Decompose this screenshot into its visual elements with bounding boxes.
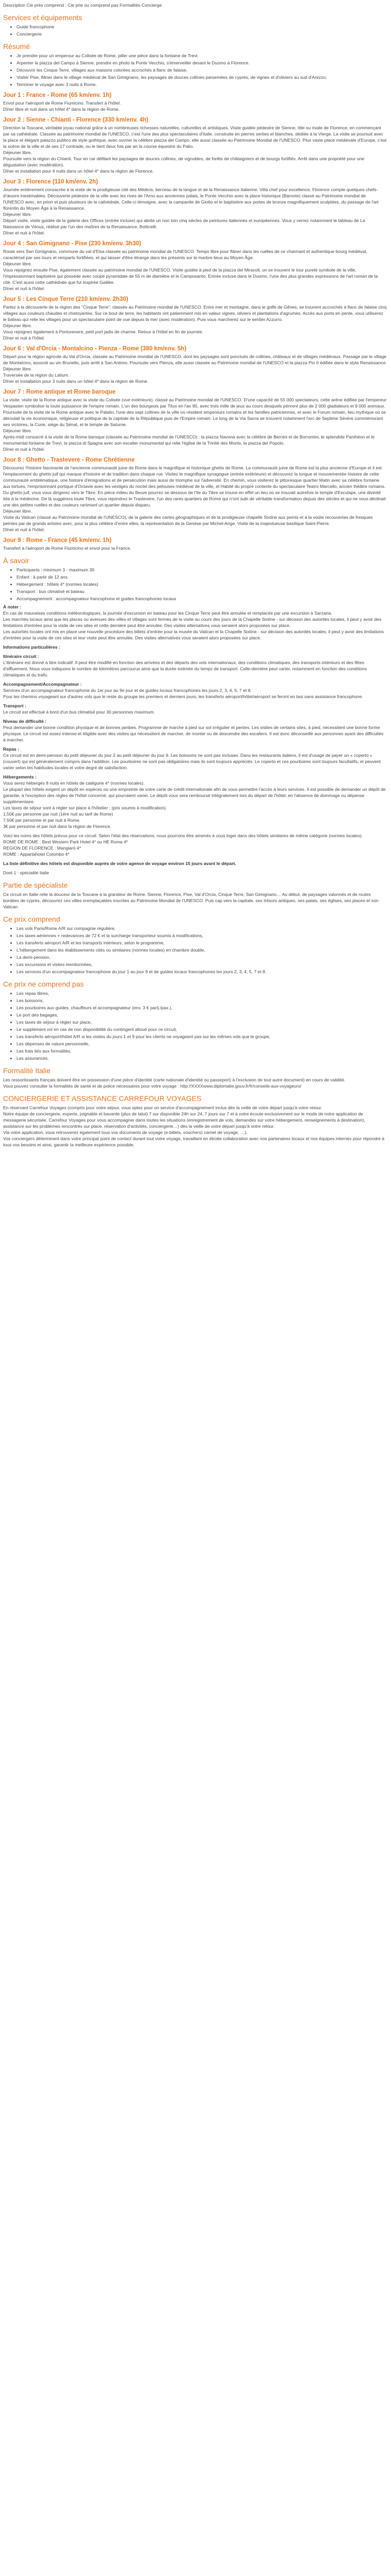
accomp-block xyxy=(3,687,387,700)
day-text: Route vers San Gimignano, commune du val d'Elsa classée au patrimoine mondial de l'UNESCO. Temps libre pour flâner dans les ruelles de ce charmant et authentique bourg médiéval, caractérisé par ses tours et remparts fortifiées, et qui laisser d'être étrange dans les présents sur le marbre lieux au Moyen Âge. xyxy=(3,249,367,260)
heberg-text: Vous serez hébergés 8 nuits en hôtels de catégorie 4* (normes locales). xyxy=(3,781,145,786)
noter-text: Les marchés locaux ainsi que les places ou avenues des villes et villages sont fermés de la visite au cours des jours de la Chapelle Sixtine - sur décision des autorités locales, il peut y avoir des limitations d'entrées pour la visite de ces sites et cette dernière peut être annulée. Des visites alternatives vous seraient alors proposées sur place. xyxy=(3,617,382,628)
final-note: La liste définitive des hôtels est disponible auprès de votre agence de voyage environ 15 jours avant le départ. xyxy=(3,861,236,866)
transport-label: Transport : xyxy=(3,703,26,708)
partie-block xyxy=(3,891,387,910)
noter-label: À noter : xyxy=(3,604,22,609)
savoir-title: À savoir xyxy=(3,556,29,565)
resume-item: • Visiter Pise, flâner dans le village médiéval de San Gimignano, les paysages de douces collines parsemées de cyprès, de vignes et d'oliviers au sud d'Arezzo. xyxy=(17,74,387,80)
day-title: Jour 7 : Rome antique et Rome baroque xyxy=(3,389,116,395)
pas-item: • Les transferts aéroport/hôtel A/R si les visites du jours 1 et 9 pour les clients ne voyageant pas sur les mêmes vols que le groupe, xyxy=(17,1033,387,1040)
comprend-item: • L'hébergement dans les établissements cités ou similaires (normes locales) en chambre double, xyxy=(17,947,387,953)
itin-text: L'itinéraire est donné à titre indicatif. Il peut être modifié en fonction des arrivées et des départs des vols internationaux, des conditions climatiques, des transports intérieurs et des fêtes d'affluement. Nous vous indiquons le nombre de kilomètres parcourus ainsi que la durée estimée du temps de transport. Celle-dernière peut varier, notamment en fonction des conditions climatiques et du trafic. xyxy=(3,660,367,677)
savoir-list xyxy=(3,567,387,602)
comprend-item: • Les services d'un accompagnateur francophone du jour 1 au jour 9 et de guides locaux francophones les jours 2, 3, 4, 5, 7 et 8. xyxy=(17,969,387,975)
hotel-text: ROME : Appartahotel Colombo 4* xyxy=(3,852,70,857)
heberg-label: Hébergements : xyxy=(3,774,37,779)
concierge-title: CONCIERGERIE ET ASSISTANCE CARREFOUR VOYAGES xyxy=(3,1094,202,1103)
day-text: Dîner et nuit à l'hôtel. xyxy=(3,286,45,291)
hotel-text: REGION DE FLORENCE : Mangiarò 4* xyxy=(3,845,81,851)
top-line: Description Cie près comprend ; Cie prie ou comprend pas Formalités Concierge xyxy=(3,3,162,8)
accomp-text: Services d'un accompagnateur francophone du 1er jour au 9e jour et de guides locaux francophones les jours 2, 3, 4, 5, 7 et 8. xyxy=(3,688,252,693)
niveau-block xyxy=(3,724,387,743)
hotel-text: ROME DE ROME : Best Western Park Hotel 4* ou HE Roma 4* xyxy=(3,839,128,844)
transport-text: Le circuit est effectué à bord d'un bus climatisé pour 30 personnes maximum. xyxy=(3,709,155,715)
savoir-item: • Transport : bus climatisé et bateau xyxy=(17,588,387,595)
comprend-list xyxy=(3,925,387,975)
day-text: Déjeuner libre. xyxy=(3,261,32,266)
day-title: Jour 1 : France - Rome (65 km/env. 1h) xyxy=(3,92,112,98)
info-label: Informations particulières : xyxy=(3,645,60,650)
day-text: Après-midi consacré à la visite de la Rome baroque (classée au Patrimoine mondial de l'UNESCO) : la piazza Navona avec la célèbre de Bernini et de Borromini, le splendide Panthéon et le monumental fontaine de Trevi, la piazza di Spagna avec son escalier monumental qui relie l'église de la Trinité des Monts, la piazza del Popolo. xyxy=(3,434,375,446)
day-text: Déjeuner libre. xyxy=(3,212,32,217)
day-text: Dîner et installation pour 3 nuits dans un hôtel 4* dans la région de Rome. xyxy=(3,379,149,384)
day-text: Dîner et nuit à l'hôtel. xyxy=(3,447,45,452)
pas-item: • Les frais liés aux formalités, xyxy=(17,1048,387,1054)
concierge-text: Notre équipe de conciergerie, experte, joignable et bavarde (plus de talut) 7 sur disponible 24h sur 24, 7 jours sur 7 et à votre écoute exclusivement sur le mode de notre application de messagerie sécurisée. Carrefour Voyages pour vous accompagner dans toutes les situations (enregistrement de vols, demandes sur votre hébergement, renseignements à destination), assistance sur les problèmes rencontrés sur place, réservation d'activités, conciergerie…) dès la veille de votre départ jusqu'à votre retour. xyxy=(3,1111,365,1129)
heberg-text: Le plupart des hôtels exigent un dépôt en espèces ou une empreinte de votre carte de crédit internationale afin de vous permettre l'accès à leurs services. Il est possible de demander un dépôt de garantie, à l'exception des règles de l'hôtel concerné, qui pourraient varier. Le dépôt vous sera remboursé intégralement lors du départ de l'hôtel, en l'absence de dommage ou dépense supplémentaire. xyxy=(3,787,386,804)
itin-block xyxy=(3,659,387,678)
day-text: Visite du Vatican (classé au Patrimoine mondial de l'UNESCO), de la galerie des cartes géographiques et de la prodigieuse chapelle Sixtine aux peints et à la voûte recouvertes de fresques peintes par de grands artistes avec, pour la plus célèbre d'entre elles, la représentation de la Genèse par Michel-Ange. Visite de la majestueuse basilique Saint-Pierre. xyxy=(3,515,373,526)
repas-label: Repas : xyxy=(3,747,20,752)
pas-item: • Les assurances. xyxy=(17,1055,387,1061)
accomp-text: Pour les chemins voyageant sur d'autres vols que le reste du groupe les premiers et derniers jours, les transferts aéroport/hôtel/aéroport se feront en taxi sans assistance francophone. xyxy=(3,694,363,699)
repas-block xyxy=(3,752,387,771)
heberg-text: 7,50€ par personne et par nuit à Rome. xyxy=(3,818,81,823)
formalite-title: Formalité Italie xyxy=(3,1066,51,1075)
day-title: Jour 9 : Rome - France (45 km/env. 1h) xyxy=(3,537,112,544)
service-item: • Guide francophone xyxy=(17,24,387,30)
day-title: Jour 8 : Ghetto - Trastevere - Rome Chrétienne xyxy=(3,457,135,463)
resume-list xyxy=(3,53,387,88)
services-title: Services et équipements xyxy=(3,13,83,22)
heberg-text: Les taxes de séjour sont à régler sur place à l'hôtelier : (prix soumis à modification). xyxy=(3,805,167,810)
pas-item: • Le supplément vol en cas de non disponibilité du contingent alloué pour ce circuit, xyxy=(17,1026,387,1032)
accomp-label: Accompagnement/Accompagnateur : xyxy=(3,682,82,687)
day-text: Déjeuner libre. xyxy=(3,428,32,433)
day-text: Dîner libre et nuit dans un hôtel 4* dans la région de Rome. xyxy=(3,107,120,112)
day-text: Déjeuner libre. xyxy=(3,366,32,371)
formalite-block xyxy=(3,1077,387,1089)
day-text: Départ pour la région agricole du Val d'Orcia, classée au Patrimoine mondial de l'UNESCO, dont les paysages sont ponctués de collines, châteaux et de villages médiévaux. Passage par le village de Montalcino, associé au vin Brunello, puis arrêt à San Antimo. Poursuite vers Pienza, elle aussi classée au Patrimoine mondial de l'UNESCO et la piazza Pio II édifiée dans le style Renaissance. xyxy=(3,354,387,365)
dont-label: Dont 1 : spécialité Italie xyxy=(3,870,49,875)
resume-title: Résumé xyxy=(3,42,30,50)
day-text: Dîner et installation pour 4 nuits dans un hôtel 4* dans la région de Florence. xyxy=(3,168,154,174)
day-text: Découvrez l'histoire fascinante de l'ancienne communauté juive de Rome dans le magnifique et historique ghetto de Rome. La communauté juive de Rome est la plus ancienne d'Europe et il est l'emplacement du ghetto juif qui marque d'histoire et de tradition dans chaque rue. Visitez le magnifique synagogue (entrée extérieure) et découvrez la longue et mouvementée histoire de cette communauté emblématique, une histoire d'émigrations et de persécution mais aussi de triomphe sur l'adversité. En chemin, vous visiterez le pittoresque quartier Matin avec sa célèbre fontaine aux tortues, l'emprisonnant portique d'Octavie avec les vestiges du noctel des pelouses médiéval de la ville, et Habité du propre contexte du spectaculaire Teatro Marcello, ancien théâtre romains. Du ghetto juif, vous vous dirigerez vers le Tibre. En pièce milieu du fleuve pourrez se dessous de l'île du Tibre se trouve en effet un lieu où se trouvait autrefois le temple d'Esculape, une divinité liée à la médecine. De là suggérera toute Tibre, vous rejoindrez le Trastevere, l'un des rares quartiers de Rome qui n'ont subi de véritable transformation depuis des siècles et qui ne vous déclinait une des petites ruelles et des couleurs ranimant un quartier depuis disparu. xyxy=(3,465,386,507)
day-text: Partez à la découverte de la région des "Cinque Terre", classée au Patrimoine mondial de l'UNESCO. Entre mer et montagne, dans le golfe de Gênes, se trouvent accrochés à flanc de falaise cinq villages aux couleurs chaudes et chatoyantes. Sur ce bout de terre, les habitants ont patiemment mis en valeur vignes, oliviers et plantations d'agrumes. Accès aux ports en pente, vous utiliserez le bateau qui relie les villages pour un spectaculaire point de vue depuis la mer (avec modération). Puis vous marcherez sur le sentier Azzurro. xyxy=(3,304,387,322)
savoir-item: • Accompagnement : accompagnateur francophone et guides francophones locaux xyxy=(17,596,387,602)
day-text: Vous rejoignez également à Portovenere, petit port jadis de charme. Retour à l'hôtel en fin de journée. xyxy=(3,329,203,334)
day-text: Poursuite vers la région du Chianti. Tour en car défilant les paysages de douces collines, de vignobles, de forêts de châtaigniers et de bourgs fortifiés. Arrêt dans une propriété pour une dégustation (avec modération). xyxy=(3,156,365,167)
day-text: La visite, visite de la Rome antique avec la visite du Colisée (vue extérieure), classé au Patrimoine mondial de l'UNESCO. D'une capacité de 55 000 spectateurs, cette arène édifiée par l'empereur Vespasien symbolise la toute puissance de l'empire romain. L'un des bourgeois par Titus en l'an 80, avec trois mille de jeux au cours desquels périrent plus de 2 000 gladiateurs et 9 000 animaux. xyxy=(3,397,387,409)
savoir-item: • Hébergement : hôtels 4* (normes locales) xyxy=(17,581,387,587)
day-title: Jour 3 : Florence (110 km/env. 2h) xyxy=(3,179,98,185)
day-text: Transfert à l'aéroport de Rome Fiumicino et envol pour la France. xyxy=(3,546,132,551)
pas-item: • Les dépenses de nature personnelle, xyxy=(17,1041,387,1047)
concierge-text: Via votre application, vous retrouverez également tous vos documents de voyage (e-billets, vouchers) carnet de voyage, …). xyxy=(3,1130,248,1135)
day-text: Départ visite, visite guidée de la galerie des Offices (entrée incluse) qui abrite un non loin cinq siècles de peintures italiennes et européennes. Vous y verrez notamment le tableau de La Naissance de Vénus, réalisé par l'un des maîtres de la Renaissance, Botticelli. xyxy=(3,218,365,229)
niveau-label: Niveau de difficulté : xyxy=(3,719,47,724)
days-container xyxy=(3,92,387,551)
day-text: Poursuite de la visite de la Rome antique avec le Palatin, l'une des sept collines de la ville où résident empereurs romains et les familles patriciennes, et avec le Forum romain, lieu mythique où se déroulait la vie économique, religieuse et politique de la capitale de la République puis de l'Empire romain. Le long de la Via Sacra se trouvent notamment l'arc de Septime Sévère commémorant ses victoires, la Curie, siège du Sénat, et le temple de Saturne. xyxy=(3,410,386,427)
repas-text: Ce circuit est en demi-pension du petit déjeuner du jour 2 au petit déjeuner du jour 9. Les boissons ne sont pas incluses. Dans les restaurants italiens, il est d'usage de payer un « coperto » (couvert) qui est généralement compris dans l'addition. Les pourboires ne sont pas obligatoires mais ils sont toujours appréciés. Le coperto et ces pourboires sont toujours facultatifs, et peuvent varier selon les habitudes locales et votre degré de satisfaction. xyxy=(3,753,381,770)
comprend-item: • La demi-pension, xyxy=(17,954,387,960)
day-text: Dîner et nuit à l'hôtel. xyxy=(3,230,45,235)
pas-item: • Les boissons, xyxy=(17,997,387,1004)
day-text: Direction la Toscane, véritable joyau national grâce à un nombreuses richesses naturelles, culturelles et artistiques. Visite guidée pédestre de Sienne, title ou rivale de Florence, en commençant par sa cathédrale. Classée au patrimoine mondial de l'UNESCO, c'est l'une des plus spectaculaires d'Italie, construite en pierres serties et blanches, dédiée à la Vierge. La visite se poursuit avec la place et élégant palazzo publico de style gothique, avec ouvrier la célèbre piazza del Campo, elle aussi classée au Patrimoine Mondial de l'UNESCO. Plus vaste place médiévale d'Europe, c'est la scène de la ville et de ses 17 contrade, ou le tient deux fois par an la course équestre du Palio. xyxy=(3,125,387,149)
savoir-item: • Participants : minimum 3 - maximum 30 xyxy=(17,567,387,573)
comprend-item: • Les taxes aériennes + redevances de 72 € et la surcharge transporteur soumis à modifications, xyxy=(17,933,387,939)
day-text: Dîner et nuit à l'hôtel. xyxy=(3,527,45,532)
comprend-title: Ce prix comprend xyxy=(3,915,60,923)
itin-label: Itinéraire circuit : xyxy=(3,654,39,659)
savoir-item: • Enfant : à partir de 12 ans xyxy=(17,574,387,580)
day-text: Traversée de la région du Latium. xyxy=(3,372,70,378)
day-text: Vous rejoignez ensuite Pise, également classée au patrimoine mondial de l'UNESCO. Visite guidée à pied de la piazza del Miracoli, un se trouvent le tour pureté symbole de la ville, l'impressionnant baptistère qui possède avec coupe pyramidale de 55 m de diamètre et le Camposanto. Entrée incluse dans le Duomo, l'une des plus grandes expressions de l'art roman de la cité. C'est aussi cette cathédrale que fut inspirée Galilée. xyxy=(3,267,378,285)
partie-title: Partie de spécialiste xyxy=(3,881,68,889)
day-text: Journée entièrement consacrée à la visite de la prodigieuse cité des Médicis, berceau de la langue et de la Renaissance italienne. Villa chef pour excellence, Florence compte quelques chefs-d'œuvre inestimables. Découverte pédestre de la ville avec les rives de l'Arno aux anciennes palais, le Ponte Vecchio avec la place historique (Baronte) classé au Patrimoine mondial de l'UNESCO avec, en priori et puis plusieurs de la cathédrale, Celle-ci témoigne, avec la campanile de Giotto et le baptistère aux portes de bronze magnifiquement sculptées, du passage de l'art florentin du Moyen Âge à la Renaissance. xyxy=(3,187,379,211)
resume-item: • Je prendre pour un emperour au Colisée de Rome, piller une pièce dans la fontaine de Trevi. xyxy=(17,53,387,59)
day-title: Jour 5 : Les Cinque Terre (210 km/env. 2h30) xyxy=(3,296,128,302)
formalite-text: Les ressortissants français doivent être en possession d'une pièce d'identité (carte nationale d'identité ou passeport) à l'exclusion de tout autre document) en cours de validité. xyxy=(3,1077,346,1082)
service-item: • Conciergerie xyxy=(17,31,387,37)
comprend-item: • Les vols Paris/Rome A/R sur compagnie régulière, xyxy=(17,925,387,931)
hotel-text: Voici les noms des hôtels prévus pour ce circuit. Selon l'état des réservations, nous pourrons être amenés à vous loger dans des hôtels similaires de même catégorie (normes locales). xyxy=(3,833,363,838)
heberg-block xyxy=(3,780,387,829)
day-text: Déjeuner libre. xyxy=(3,323,32,328)
resume-item: • Arpenter la piazza del Campo à Sienne, prendre en photo la Ponte Vecchio, s'émerveiller devant le Duomo à Florence. xyxy=(17,60,387,66)
transport-block xyxy=(3,709,387,715)
noter-block xyxy=(3,610,387,641)
noter-text: En cas de mauvaises conditions météorologiques, la journée d'excursion en bateau pour les Cinque Terre peut être annulée et remplacée par une excursion à Sarzana. xyxy=(3,611,332,616)
hotels-block xyxy=(3,833,387,857)
day-text: Déjeuner libre. xyxy=(3,509,32,514)
concierge-text: Vos conciergers déterminent dans votre principal point de contact durant tout votre voyage, travaillant en étroite collaboration avec nos partenaires locaux et nos équipes internes pour répondre à tous vos besoins et ainsi, garantir la meilleure expérience possible. xyxy=(3,1136,385,1147)
page xyxy=(0,0,391,1153)
pas-item: • Les pourboires aux guides, chauffeurs et accompagnateur (env. 3 € par/j./pax.), xyxy=(17,1005,387,1011)
day-text: Dîner et nuit à l'hôtel. xyxy=(3,335,45,341)
resume-item: • Terminer le voyage avec 3 nuits à Rome. xyxy=(17,81,387,88)
day-title: Jour 4 : San Gimignano - Pise (230 km/env. 3h30) xyxy=(3,241,141,247)
heberg-text: 1,50€ par personne par nuit (1ère nuit au tarif de Rome) xyxy=(3,811,113,817)
formalite-text: Vous pouvez consulter la formalités de santé et de police nécessaires pour votre voyage : http://XXXXwww.diplomatie.gouv.fr/fr/conseils-aux-voyageurs/ xyxy=(3,1083,302,1089)
heberg-text: 3€ par personne et par nuit dans la région de Florence. xyxy=(3,824,111,829)
comprend-item: • Les excursions et visites mentionnées, xyxy=(17,961,387,968)
day-title: Jour 6 : Val d'Orcia - Montalcino - Pienza - Rome (380 km/env. 5h) xyxy=(3,346,187,352)
services-list xyxy=(3,24,387,37)
day-text: Déjeuner libre. xyxy=(3,150,32,155)
partie-text: Ce circuit en Italie relie la douceur de la Toscane à la grandeur de Rome. Sienne, Florence, Pise, Val d'Orcia, Cinque Terre, San Gimignano… Au début, de paysages valonnés et de routes bordées de cyprès, découvrez ces villes irremplaçables inscrites au Patrimoine Mondial de l'UNESCO. Puis cap vers la capitale, ses trésors antiques, ses palais, ses églises, ses places et son Vatican. xyxy=(3,892,379,909)
comprend-item: • Les transferts aéroport A/R et les transports intérieurs, selon le programme, xyxy=(17,940,387,946)
resume-item: • Découvrir les Cinque Terre, villages aux maisons colorées accrochés à flanc de falaise. xyxy=(17,67,387,73)
pas-item: • Les repas libres, xyxy=(17,990,387,996)
day-title: Jour 2 : Sienne - Chianti - Florence (330 km/env. 4h) xyxy=(3,117,149,123)
niveau-text: Peut demander une bonne condition physique et de bonnes jambes. Programme de marche à pied sur sol irrégulier et pentes. Les visites de certains sites, à pied, nécessitent une bonne forme physique. Le circuit est assez intense et éligible avec des visites qui nécessitent de marcher, de monter ou de descendre des escaliers. Il est donc déconseillé aux personnes ayant des difficultés à marcher. xyxy=(3,725,384,742)
pas-item: • Les taxes de séjour à régler sur place, xyxy=(17,1019,387,1025)
pas-item: • Le port des bagages, xyxy=(17,1012,387,1018)
pas-list xyxy=(3,990,387,1061)
noter-text: Les autorités locales ont mis en place une nouvelle procédure des billets d'entrée pour la musée du Vatican et la Chapelle Sixtine - sur décision des autorités locales, il peut y avoir des limitations d'entrées pour la visite de ces sites et leur visite peut être annulée. Des visites alternatives vous seraient alors proposées sur place. xyxy=(3,629,384,640)
concierge-block xyxy=(3,1105,387,1148)
day-text: Envol pour l'aéroport de Rome Fiumicino. Transfert à l'hôtel. xyxy=(3,100,121,106)
pas-title: Ce prix ne comprend pas xyxy=(3,980,84,988)
concierge-text: En réservant Carrefour Voyages (compris pour votre séjour, vous optez pour un service d'accompagnement inclus dès la veille de votre départ jusqu'à votre retour. xyxy=(3,1105,322,1110)
